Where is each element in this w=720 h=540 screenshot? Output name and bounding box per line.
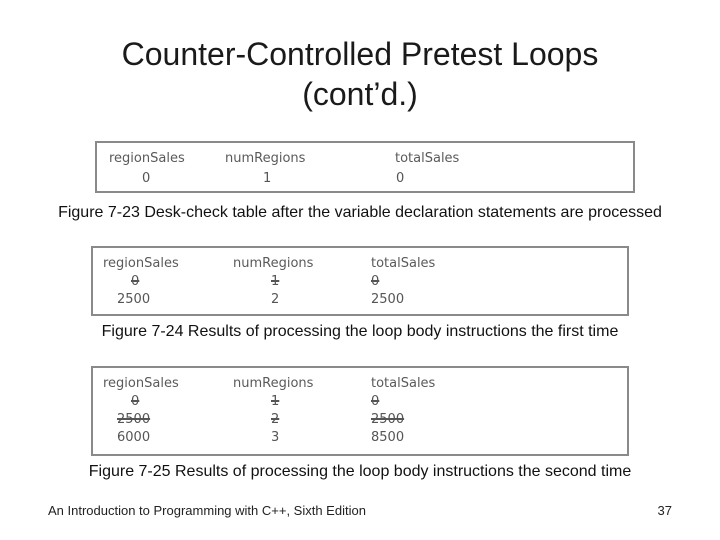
header-numRegions: numRegions xyxy=(225,151,306,166)
cell-regionSales: 2500 xyxy=(117,292,151,307)
figure-caption-3: Figure 7-25 Results of processing the loop body instructions the second time xyxy=(88,463,632,480)
header-regionSales: regionSales xyxy=(109,151,185,166)
cell-numRegions: 1 xyxy=(263,171,272,186)
desk-check-table-2 xyxy=(91,246,629,316)
cell-numRegions: 2 xyxy=(271,292,280,307)
cell-totalSales-crossed: 0 xyxy=(371,394,380,409)
cell-regionSales-crossed: 0 xyxy=(131,394,140,409)
cell-regionSales-crossed: 0 xyxy=(131,274,140,289)
cell-totalSales: 2500 xyxy=(371,292,405,307)
figure-caption-1: Figure 7-23 Desk-check table after the variable declaration statements are processed xyxy=(58,204,662,221)
header-totalSales: totalSales xyxy=(371,256,436,271)
cell-numRegions-crossed: 2 xyxy=(271,412,280,427)
header-totalSales: totalSales xyxy=(395,151,460,166)
cell-numRegions-crossed: 1 xyxy=(271,274,280,289)
header-regionSales: regionSales xyxy=(103,256,179,271)
title-line-1: Counter-Controlled Pretest Loops xyxy=(121,36,599,72)
desk-check-table-1 xyxy=(95,141,635,193)
header-numRegions: numRegions xyxy=(233,256,314,271)
cell-totalSales-crossed: 2500 xyxy=(371,412,405,427)
cell-totalSales: 0 xyxy=(396,171,405,186)
cell-totalSales-crossed: 0 xyxy=(371,274,380,289)
page-number: 37 xyxy=(657,503,672,518)
cell-regionSales-crossed: 2500 xyxy=(117,412,151,427)
desk-check-table-3 xyxy=(91,366,629,456)
title-line-2: (cont’d.) xyxy=(302,76,418,112)
cell-numRegions: 3 xyxy=(271,430,280,445)
cell-numRegions-crossed: 1 xyxy=(271,394,280,409)
header-numRegions: numRegions xyxy=(233,376,314,391)
slide-title xyxy=(0,34,720,114)
figure-caption-2: Figure 7-24 Results of processing the loop body instructions the first time xyxy=(101,323,619,340)
header-regionSales: regionSales xyxy=(103,376,179,391)
cell-regionSales: 6000 xyxy=(117,430,151,445)
cell-totalSales: 8500 xyxy=(371,430,405,445)
cell-regionSales: 0 xyxy=(142,171,151,186)
header-totalSales: totalSales xyxy=(371,376,436,391)
footer-book-title: An Introduction to Programming with C++, Sixth Edition xyxy=(48,503,366,518)
